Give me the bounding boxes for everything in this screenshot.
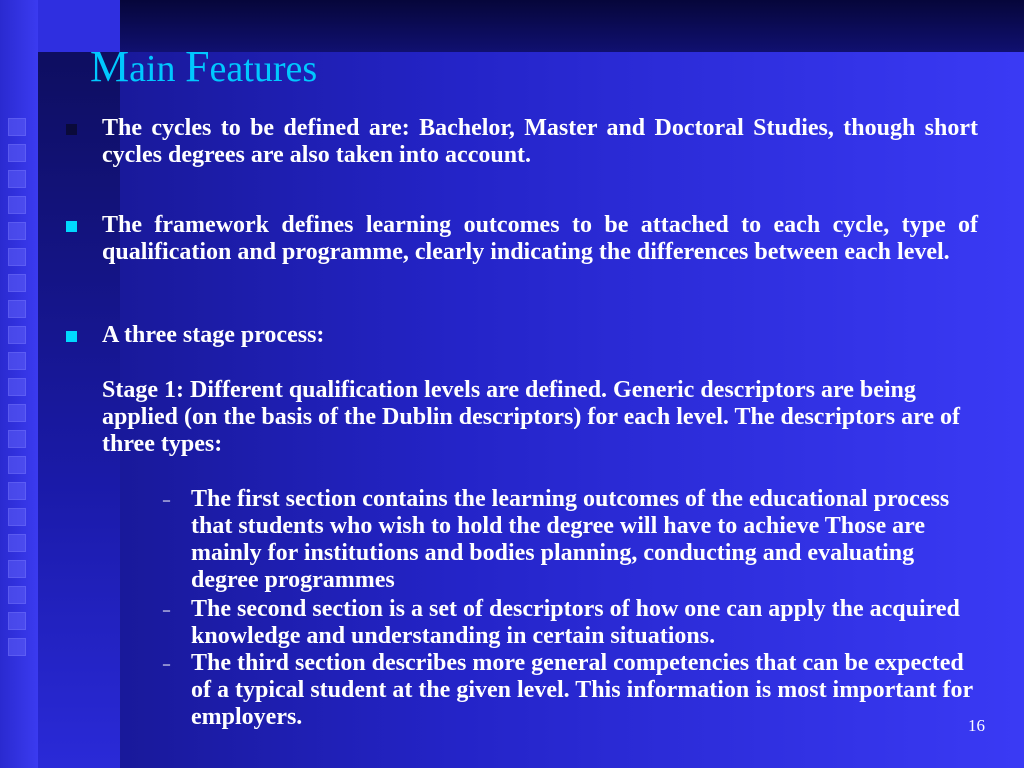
sub-item-marker: – (163, 493, 170, 508)
page-number: 16 (968, 716, 985, 735)
title-cap-m: M (90, 42, 130, 91)
sub-item-marker: – (163, 657, 170, 672)
bullet-item: The cycles to be defined are: Bachelor, Master and Doctoral Studies, though short cycles degrees are also taken into account. (102, 115, 978, 168)
sub-item: The first section contains the learning outcomes of the educational process that students who wish to hold the degree will have to achieve Those are mainly for institutions and bodies planning, conducting and evaluating degree programmes (191, 486, 950, 593)
sub-item: The third section describes more general competencies that can be expected of a typical student at the given level. This information is most important for employers. (191, 650, 973, 730)
bullet-item: The framework defines learning outcomes to be attached to each cycle, type of qualification and programme, clearly indicating the differences between each level. (102, 212, 978, 265)
bullet-marker (66, 331, 77, 342)
bullet-marker (66, 124, 77, 135)
sub-item: The second section is a set of descriptors of how one can apply the acquired knowledge and understanding in certain situations. (191, 596, 960, 649)
bullet-marker (66, 221, 77, 232)
title-cap-f: F (185, 42, 210, 91)
title-part-1: ain (129, 48, 186, 90)
bullet-item: A three stage process: (102, 322, 325, 348)
sub-item-marker: – (163, 603, 170, 618)
title-part-2: eatures (209, 48, 318, 90)
stage-paragraph: Stage 1: Different qualification levels are defined. Generic descriptors are being applied (on the basis of the Dublin descriptors) for each level. The descriptors are of three types: (102, 377, 960, 457)
